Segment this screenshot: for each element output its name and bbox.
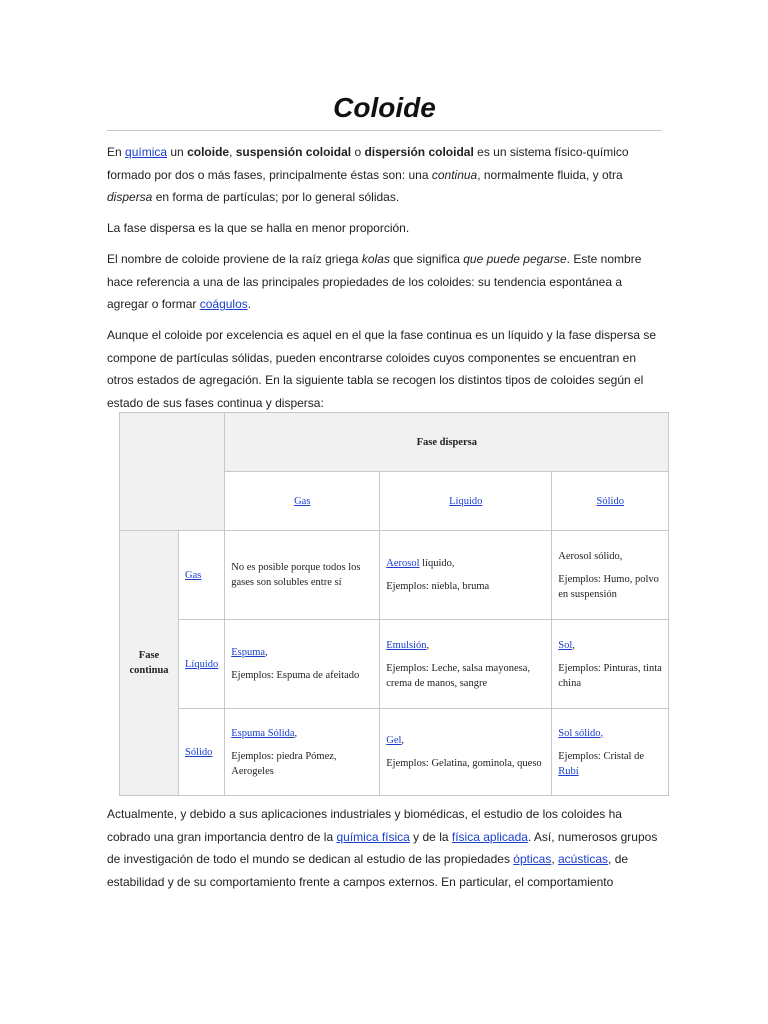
row-header-solido bbox=[179, 709, 225, 796]
cell-text: Ejemplos: Humo, polvo en suspensión bbox=[558, 573, 659, 600]
text: en forma de partículas; por lo general sólidas. bbox=[152, 190, 400, 205]
cell-text: Aerosol sólido, bbox=[558, 550, 623, 562]
cell-text: , bbox=[294, 727, 298, 739]
cell-liquido-solido bbox=[552, 620, 669, 709]
cell-line bbox=[558, 749, 662, 779]
cell-text: líquido, bbox=[419, 558, 455, 569]
col-header-gas bbox=[225, 472, 380, 531]
term-que-puede-pegarse: que puede pegarse bbox=[463, 251, 567, 266]
cell-text: , bbox=[572, 639, 575, 651]
text: Actualmente, y debido a sus aplicaciones industriales y biomédicas, el estudio de los coloides ha cobrado una gran importancia dentro de la bbox=[107, 807, 622, 844]
cell-solido-gas bbox=[225, 709, 380, 796]
paragraph-fase-dispersa: La fase dispersa es la que se halla en menor proporción. bbox=[107, 221, 410, 236]
link-solido[interactable]: Sólido bbox=[185, 746, 213, 758]
cell-line bbox=[558, 572, 662, 602]
cell-liquido-liquido bbox=[380, 620, 552, 709]
text: , bbox=[229, 145, 236, 159]
table-corner-cell bbox=[120, 413, 225, 531]
header-fase-dispersa bbox=[225, 413, 669, 472]
link-emulsion[interactable]: Emulsión bbox=[386, 639, 427, 651]
text: . Este nombre hace referencia a una de las principales propiedades de los coloides: su tendencia espontánea a agregar o formar bbox=[107, 251, 642, 312]
text: En bbox=[107, 145, 126, 159]
term-continua: continua bbox=[431, 167, 478, 182]
cell-gas-liquido bbox=[380, 531, 552, 620]
text: . Así, numerosos grupos de investigación de todo el mundo se dedican al estudio de las propiedades bbox=[107, 829, 658, 867]
link-sol-solido[interactable]: Sol sólido, bbox=[558, 727, 604, 739]
link-rubi[interactable]: Rubí bbox=[558, 765, 579, 777]
cell-line bbox=[386, 579, 545, 594]
cell-text: Ejemplos: niebla, bruma bbox=[386, 581, 490, 592]
paragraph-estados: Aunque el coloide por excelencia es aquel en el que la fase continua es un líquido y la fase dispersa se compone de partículas sólidas, pueden encontrarse coloides cuyos componentes se encuentran en otros estados de agregación. En la siguiente tabla se recogen los distintos tipos de coloides según el estado de sus fases continua y dispersa: bbox=[107, 327, 657, 411]
text: es un sistema físico-químico formado por dos o más fases, principalmente éstas son: una bbox=[107, 145, 629, 182]
cell-gas-solido bbox=[552, 531, 669, 620]
cell-text: , bbox=[401, 735, 405, 746]
link-acusticas[interactable]: acústicas bbox=[558, 852, 609, 867]
cell-text: Ejemplos: Leche, salsa mayonesa, crema de manos, sangre bbox=[386, 662, 530, 689]
cell-line bbox=[231, 668, 373, 683]
cell-line bbox=[386, 733, 545, 748]
link-espuma-solida[interactable]: Espuma Sólida bbox=[231, 727, 295, 739]
term-dispersa: dispersa bbox=[107, 190, 153, 205]
link-gel[interactable]: Gel bbox=[386, 735, 402, 746]
header-label: Fase dispersa bbox=[416, 436, 477, 448]
link-liquido[interactable]: Líquido bbox=[449, 495, 483, 507]
cell-solido-solido bbox=[552, 709, 669, 796]
text: , normalmente fluida, y otra bbox=[477, 167, 623, 182]
cell-line bbox=[558, 726, 662, 741]
cell-liquido-gas bbox=[225, 620, 380, 709]
paragraph-aplicaciones bbox=[107, 803, 662, 894]
cell-line bbox=[558, 549, 662, 564]
article-body bbox=[107, 90, 662, 415]
link-quimica-fisica[interactable]: química física bbox=[336, 829, 410, 844]
cell-text: Ejemplos: Espuma de afeitado bbox=[231, 670, 360, 681]
link-solido[interactable]: Sólido bbox=[596, 495, 624, 507]
link-liquido[interactable]: Líquido bbox=[185, 658, 219, 670]
cell-line bbox=[231, 645, 373, 660]
cell-text: Ejemplos: Pinturas, tinta china bbox=[558, 662, 662, 689]
text: El nombre de coloide proviene de la raíz griega bbox=[107, 251, 362, 266]
page-title: Coloide bbox=[107, 90, 662, 131]
text: un bbox=[167, 145, 188, 159]
row-header-gas bbox=[179, 531, 225, 620]
term-kolas: kolas bbox=[361, 251, 390, 266]
col-header-solido bbox=[552, 472, 669, 531]
cell-line bbox=[386, 756, 545, 771]
term-coloide: coloide bbox=[187, 145, 230, 159]
paragraph-aplicaciones-container bbox=[107, 803, 662, 894]
text: y de la bbox=[409, 829, 452, 844]
cell-solido-liquido bbox=[380, 709, 552, 796]
cell-text: Ejemplos: piedra Pómez, Aerogeles bbox=[231, 750, 337, 777]
link-fisica-aplicada[interactable]: física aplicada bbox=[451, 829, 528, 844]
header-fase-continua bbox=[120, 531, 179, 796]
link-gas[interactable]: Gas bbox=[294, 495, 311, 507]
cell-line bbox=[386, 638, 545, 653]
colloid-types-table bbox=[119, 412, 669, 796]
cell-line bbox=[231, 726, 373, 741]
cell-text: Ejemplos: Cristal de bbox=[558, 750, 644, 762]
text: que significa bbox=[389, 251, 464, 266]
cell-text: , bbox=[426, 639, 430, 651]
link-gas[interactable]: Gas bbox=[185, 569, 202, 581]
row-header-liquido bbox=[179, 620, 225, 709]
intro-paragraph bbox=[107, 141, 662, 209]
text: , bbox=[551, 852, 558, 867]
col-header-liquido bbox=[380, 472, 552, 531]
cell-text: Ejemplos: Gelatina, gominola, queso bbox=[386, 758, 542, 769]
term-suspension-coloidal: suspensión coloidal bbox=[235, 145, 352, 159]
cell-line bbox=[386, 556, 545, 571]
link-espuma[interactable]: Espuma bbox=[231, 647, 266, 658]
paragraph-etimologia bbox=[107, 248, 662, 316]
link-sol[interactable]: Sol bbox=[558, 639, 573, 651]
term-dispersion-coloidal: dispersión coloidal bbox=[364, 145, 474, 159]
link-coagulos[interactable]: coágulos bbox=[199, 297, 248, 312]
cell-line bbox=[558, 638, 662, 653]
cell-line bbox=[231, 749, 373, 779]
cell-gas-gas bbox=[225, 531, 380, 620]
text: . bbox=[247, 297, 252, 312]
header-label: Fase continua bbox=[129, 650, 169, 676]
text: , de estabilidad y de su comportamiento frente a campos externos. En particular, el comportamiento bbox=[107, 852, 629, 890]
link-aerosol[interactable]: Aerosol bbox=[386, 558, 420, 569]
cell-text: , bbox=[265, 647, 268, 658]
link-quimica[interactable]: química bbox=[125, 145, 168, 159]
link-opticas[interactable]: ópticas bbox=[513, 852, 552, 867]
cell-text: No es posible porque todos los gases son solubles entre sí bbox=[231, 562, 361, 588]
text: o bbox=[351, 145, 365, 159]
cell-line bbox=[386, 661, 545, 691]
cell-line bbox=[558, 661, 662, 691]
